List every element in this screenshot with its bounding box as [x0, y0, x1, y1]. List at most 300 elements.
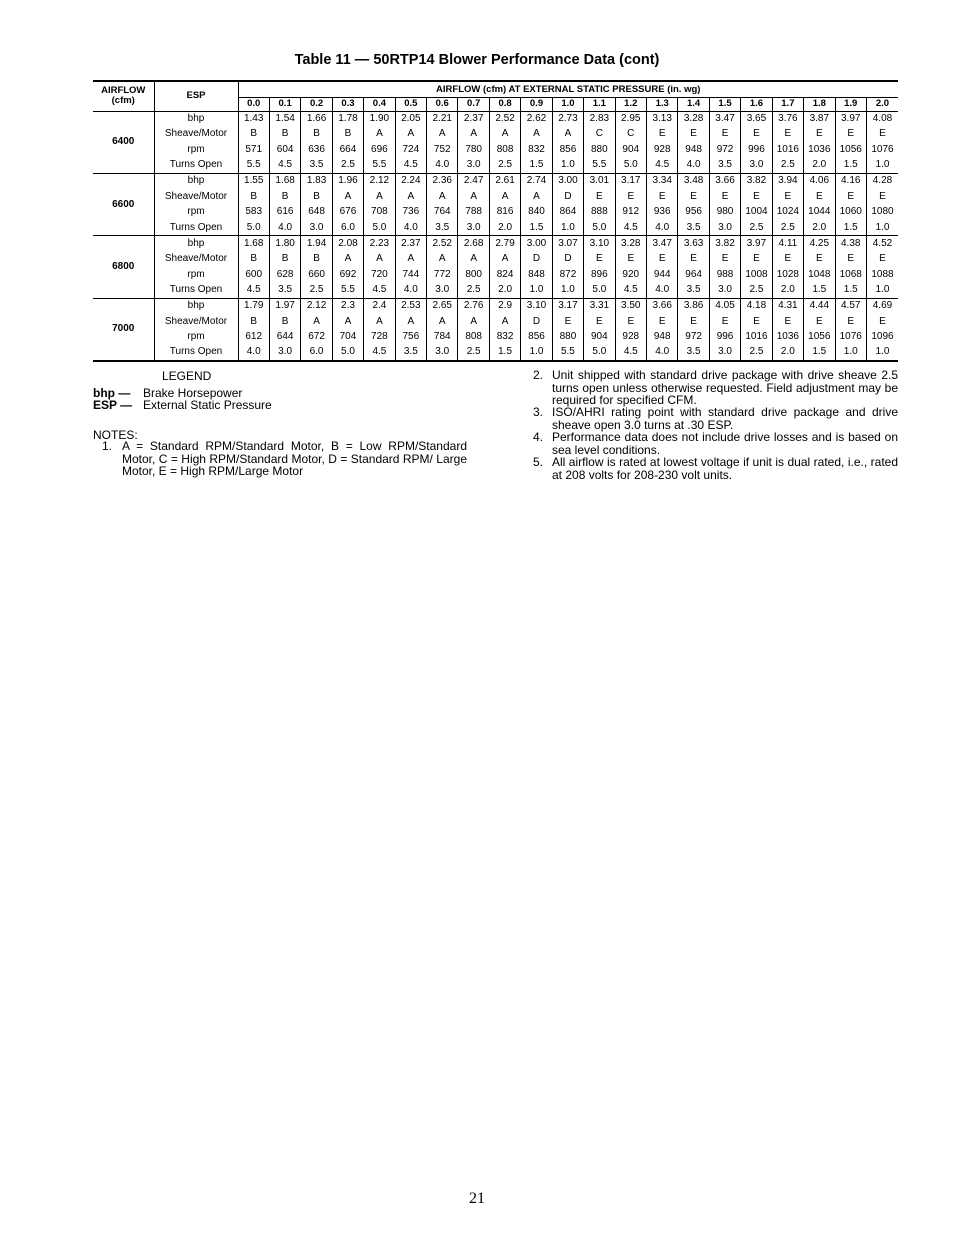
- data-cell: 2.52: [427, 236, 458, 252]
- data-cell: 1036: [772, 329, 803, 345]
- table-row: [93, 220, 898, 236]
- data-cell: 4.5: [364, 345, 395, 361]
- data-cell: E: [741, 314, 772, 330]
- data-cell: 4.0: [427, 158, 458, 174]
- pressure-span-header: AIRFLOW (cfm) AT EXTERNAL STATIC PRESSURE (in. wg): [238, 81, 898, 97]
- data-cell: A: [364, 189, 395, 205]
- data-cell: 2.5: [741, 345, 772, 361]
- data-cell: 1048: [804, 267, 835, 283]
- data-cell: 2.76: [458, 298, 489, 314]
- row-label: bhp: [154, 298, 238, 314]
- data-cell: 2.9: [489, 298, 520, 314]
- data-cell: B: [238, 251, 269, 267]
- data-cell: A: [427, 189, 458, 205]
- note-5: [533, 456, 898, 481]
- data-cell: 800: [458, 267, 489, 283]
- data-cell: 972: [709, 142, 740, 158]
- data-cell: 4.38: [835, 236, 866, 252]
- data-cell: E: [678, 251, 709, 267]
- data-cell: 3.97: [835, 111, 866, 127]
- data-cell: 2.5: [741, 283, 772, 299]
- data-cell: 628: [269, 267, 300, 283]
- note-number: 1.: [102, 439, 113, 453]
- data-cell: 2.36: [427, 173, 458, 189]
- data-cell: 6.0: [301, 345, 332, 361]
- pressure-header-cell: 0.6: [427, 97, 458, 111]
- data-cell: 3.65: [741, 111, 772, 127]
- data-cell: 583: [238, 205, 269, 221]
- data-cell: 676: [332, 205, 363, 221]
- data-cell: 3.0: [709, 283, 740, 299]
- airflow-value: 7000: [93, 298, 154, 360]
- data-cell: 616: [269, 205, 300, 221]
- data-cell: E: [804, 127, 835, 143]
- data-cell: 5.5: [584, 158, 615, 174]
- data-cell: 756: [395, 329, 426, 345]
- data-cell: E: [804, 314, 835, 330]
- data-cell: E: [879, 253, 886, 265]
- legend-text: Brake Horsepower: [143, 386, 243, 400]
- data-cell: 692: [332, 267, 363, 283]
- row-label: Turns Open: [154, 345, 238, 361]
- data-cell: E: [615, 251, 646, 267]
- data-cell: 5.0: [332, 345, 363, 361]
- note-text: ISO/AHRI rating point with standard drive package and drive sheave open 3.0 turns at .30 ESP.: [552, 405, 898, 432]
- data-cell: 724: [395, 142, 426, 158]
- data-cell: 856: [521, 329, 552, 345]
- data-cell: 2.3: [332, 298, 363, 314]
- data-cell: 1.96: [332, 173, 363, 189]
- data-cell: A: [489, 251, 520, 267]
- data-cell: B: [269, 127, 300, 143]
- data-cell: 832: [489, 329, 520, 345]
- data-cell: E: [741, 251, 772, 267]
- data-cell: E: [646, 314, 677, 330]
- table-row: [93, 158, 898, 174]
- row-label: bhp: [154, 236, 238, 252]
- data-cell: 4.5: [269, 158, 300, 174]
- data-cell: 3.10: [521, 298, 552, 314]
- data-cell: 1016: [772, 142, 803, 158]
- data-cell: B: [301, 127, 332, 143]
- table-row: [93, 111, 898, 127]
- data-cell: 3.28: [678, 111, 709, 127]
- pressure-header-cell: 0.5: [395, 97, 426, 111]
- data-cell: 4.25: [804, 236, 835, 252]
- data-cell: A: [521, 127, 552, 143]
- data-cell: 2.74: [521, 173, 552, 189]
- data-cell: 896: [584, 267, 615, 283]
- table-row: [93, 345, 898, 361]
- data-cell: 4.5: [395, 158, 426, 174]
- data-cell: 696: [364, 142, 395, 158]
- row-label: Turns Open: [154, 283, 238, 299]
- data-cell: 3.5: [709, 158, 740, 174]
- data-cell: 1.66: [301, 111, 332, 127]
- data-cell: E: [552, 314, 583, 330]
- data-cell: 2.5: [458, 283, 489, 299]
- airflow-header-line2: (cfm): [111, 95, 135, 107]
- data-cell: 1.5: [804, 345, 835, 361]
- data-cell: 752: [427, 142, 458, 158]
- data-cell: A: [489, 189, 520, 205]
- data-cell: E: [646, 251, 677, 267]
- pressure-header-cell: 1.1: [584, 97, 615, 111]
- data-cell: 2.95: [615, 111, 646, 127]
- data-cell: 664: [332, 142, 363, 158]
- data-cell: 904: [584, 329, 615, 345]
- pressure-header-cell: 0.0: [238, 97, 269, 111]
- data-cell: C: [584, 127, 615, 143]
- data-cell: E: [741, 189, 772, 205]
- data-cell: 5.0: [364, 220, 395, 236]
- data-cell: 1.80: [269, 236, 300, 252]
- legend-abbr: bhp —: [93, 386, 131, 400]
- airflow-column-header: [93, 81, 154, 111]
- note-number: 3.: [533, 405, 544, 419]
- data-cell: B: [238, 189, 269, 205]
- data-cell: 3.0: [427, 283, 458, 299]
- note-number: 4.: [533, 430, 544, 444]
- data-cell: 2.79: [489, 236, 520, 252]
- data-cell: 1.43: [238, 111, 269, 127]
- blower-performance-table: [93, 80, 898, 362]
- data-cell: 2.0: [489, 220, 520, 236]
- data-cell: 4.31: [772, 298, 803, 314]
- data-cell: A: [395, 189, 426, 205]
- pressure-header-cell: 0.3: [332, 97, 363, 111]
- data-cell: 1.97: [269, 298, 300, 314]
- data-cell: 2.61: [489, 173, 520, 189]
- data-cell: 3.5: [427, 220, 458, 236]
- data-cell: 2.5: [301, 283, 332, 299]
- data-cell: 4.52: [872, 237, 893, 249]
- data-cell: 872: [552, 267, 583, 283]
- note-text: All airflow is rated at lowest voltage if unit is dual rated, i.e., rated at 208 volts for 208-230 volt units.: [552, 455, 898, 482]
- data-cell: 5.0: [238, 220, 269, 236]
- data-cell: E: [584, 314, 615, 330]
- data-cell: 2.5: [458, 345, 489, 361]
- data-cell: E: [772, 189, 803, 205]
- data-cell: A: [427, 251, 458, 267]
- data-cell: E: [709, 189, 740, 205]
- data-cell: 1004: [741, 205, 772, 221]
- data-cell: A: [489, 314, 520, 330]
- data-cell: 3.0: [741, 158, 772, 174]
- data-cell: 3.28: [615, 236, 646, 252]
- data-cell: 1.0: [552, 158, 583, 174]
- data-cell: 3.0: [301, 220, 332, 236]
- data-cell: A: [301, 314, 332, 330]
- data-cell: 1044: [804, 205, 835, 221]
- data-cell: B: [269, 314, 300, 330]
- data-cell: 4.16: [835, 173, 866, 189]
- data-cell: D: [521, 314, 552, 330]
- data-cell: 2.62: [521, 111, 552, 127]
- data-cell: 600: [238, 267, 269, 283]
- pressure-header-cell: 0.4: [364, 97, 395, 111]
- data-cell: 1056: [835, 142, 866, 158]
- data-cell: 1.5: [835, 283, 866, 299]
- data-cell: 780: [458, 142, 489, 158]
- data-cell: 4.0: [678, 158, 709, 174]
- data-cell: B: [301, 189, 332, 205]
- data-cell: 2.0: [804, 158, 835, 174]
- pressure-header-cell: 0.9: [521, 97, 552, 111]
- note-3: [533, 406, 898, 431]
- data-cell: 6.0: [332, 220, 363, 236]
- row-label: Sheave/Motor: [154, 189, 238, 205]
- data-cell: 736: [395, 205, 426, 221]
- data-cell: 3.0: [427, 345, 458, 361]
- data-cell: 5.5: [552, 345, 583, 361]
- data-cell: 4.0: [238, 345, 269, 361]
- data-cell: 1076: [835, 329, 866, 345]
- data-cell: 5.5: [364, 158, 395, 174]
- pressure-header-cell: 1.7: [772, 97, 803, 111]
- data-cell: 1.55: [238, 173, 269, 189]
- data-cell: 1024: [772, 205, 803, 221]
- data-cell: 1.0: [866, 345, 898, 361]
- data-cell: 4.0: [646, 345, 677, 361]
- note-text: Performance data does not include drive losses and is based on sea level conditions.: [552, 430, 898, 457]
- data-cell: 2.37: [395, 236, 426, 252]
- data-cell: 1.0: [552, 220, 583, 236]
- data-cell: E: [804, 189, 835, 205]
- data-cell: 3.76: [772, 111, 803, 127]
- data-cell: E: [879, 128, 886, 140]
- data-cell: E: [772, 314, 803, 330]
- data-cell: 4.18: [741, 298, 772, 314]
- data-cell: 856: [552, 142, 583, 158]
- data-cell: A: [489, 127, 520, 143]
- data-cell: A: [364, 127, 395, 143]
- data-cell: 2.0: [489, 283, 520, 299]
- data-cell: 2.21: [427, 111, 458, 127]
- note-number: 2.: [533, 368, 544, 382]
- data-cell: E: [646, 127, 677, 143]
- data-cell: 848: [521, 267, 552, 283]
- data-cell: 4.5: [238, 283, 269, 299]
- data-cell: 964: [678, 267, 709, 283]
- table-row: [93, 189, 898, 205]
- data-cell: A: [427, 314, 458, 330]
- pressure-header-cell: 1.3: [646, 97, 677, 111]
- page-number: 21: [469, 1190, 485, 1207]
- data-cell: 728: [364, 329, 395, 345]
- data-cell: 3.00: [521, 236, 552, 252]
- data-cell: 2.5: [332, 158, 363, 174]
- airflow-header-line1: AIRFLOW: [101, 84, 146, 96]
- data-cell: A: [395, 314, 426, 330]
- data-cell: 1.5: [521, 158, 552, 174]
- data-cell: 1.5: [804, 283, 835, 299]
- data-cell: 816: [489, 205, 520, 221]
- data-cell: 1056: [804, 329, 835, 345]
- data-cell: 944: [646, 267, 677, 283]
- note-1: [102, 440, 467, 478]
- data-cell: 972: [678, 329, 709, 345]
- data-cell: A: [332, 251, 363, 267]
- data-cell: 2.23: [364, 236, 395, 252]
- data-cell: 2.05: [395, 111, 426, 127]
- data-cell: 5.5: [332, 283, 363, 299]
- data-cell: 1028: [772, 267, 803, 283]
- data-cell: 880: [584, 142, 615, 158]
- data-cell: 648: [301, 205, 332, 221]
- row-label: bhp: [154, 111, 238, 127]
- data-cell: 3.94: [772, 173, 803, 189]
- pressure-header-cell: 1.9: [835, 97, 866, 111]
- data-cell: A: [332, 189, 363, 205]
- data-cell: 3.0: [269, 345, 300, 361]
- data-cell: 904: [615, 142, 646, 158]
- data-cell: 784: [427, 329, 458, 345]
- data-cell: A: [458, 127, 489, 143]
- data-cell: 4.28: [872, 175, 893, 187]
- data-cell: 4.0: [269, 220, 300, 236]
- data-cell: 3.86: [678, 298, 709, 314]
- data-cell: E: [584, 189, 615, 205]
- data-cell: D: [552, 189, 583, 205]
- data-cell: 5.0: [584, 220, 615, 236]
- note-2: [533, 369, 898, 407]
- data-cell: 3.5: [678, 220, 709, 236]
- data-cell: 832: [521, 142, 552, 158]
- data-cell: 3.5: [301, 158, 332, 174]
- data-cell: 2.08: [332, 236, 363, 252]
- data-cell: 4.5: [646, 158, 677, 174]
- data-cell: 1.5: [521, 220, 552, 236]
- data-cell: E: [879, 315, 886, 327]
- data-cell: 912: [615, 205, 646, 221]
- data-cell: A: [395, 127, 426, 143]
- pressure-header-cell: 1.2: [615, 97, 646, 111]
- data-cell: E: [678, 189, 709, 205]
- data-cell: 3.13: [646, 111, 677, 127]
- data-cell: B: [269, 189, 300, 205]
- data-cell: 1060: [835, 205, 866, 221]
- data-cell: 1.79: [238, 298, 269, 314]
- data-cell: 3.31: [584, 298, 615, 314]
- data-cell: 1008: [741, 267, 772, 283]
- data-cell: 3.17: [552, 298, 583, 314]
- data-cell: A: [427, 127, 458, 143]
- table-body: [93, 111, 898, 361]
- data-cell: D: [552, 251, 583, 267]
- data-cell: 2.4: [364, 298, 395, 314]
- data-cell: 3.17: [615, 173, 646, 189]
- data-cell: E: [678, 314, 709, 330]
- table-title: Table 11 — 50RTP14 Blower Performance Data (cont): [294, 52, 660, 68]
- data-cell: 3.97: [741, 236, 772, 252]
- data-cell: 4.05: [709, 298, 740, 314]
- data-cell: 2.52: [489, 111, 520, 127]
- data-cell: 2.37: [458, 111, 489, 127]
- data-cell: 3.47: [709, 111, 740, 127]
- pressure-header-cell: 2.0: [866, 97, 898, 111]
- data-cell: 1016: [741, 329, 772, 345]
- data-cell: 3.5: [395, 345, 426, 361]
- data-cell: E: [584, 251, 615, 267]
- pressure-header-cell: 1.8: [804, 97, 835, 111]
- row-label: rpm: [154, 142, 238, 158]
- data-cell: 5.0: [584, 283, 615, 299]
- data-cell: 3.5: [678, 345, 709, 361]
- data-cell: B: [238, 127, 269, 143]
- data-cell: E: [772, 127, 803, 143]
- data-cell: 4.57: [835, 298, 866, 314]
- data-cell: 2.68: [458, 236, 489, 252]
- data-cell: A: [458, 314, 489, 330]
- data-cell: 3.00: [552, 173, 583, 189]
- data-cell: 2.24: [395, 173, 426, 189]
- data-cell: 3.34: [646, 173, 677, 189]
- data-cell: 840: [521, 205, 552, 221]
- data-cell: 1080: [871, 206, 894, 218]
- data-cell: 3.5: [269, 283, 300, 299]
- data-cell: 612: [238, 329, 269, 345]
- data-cell: 4.5: [615, 345, 646, 361]
- data-cell: E: [741, 127, 772, 143]
- data-cell: 4.5: [615, 283, 646, 299]
- data-cell: 604: [269, 142, 300, 158]
- data-cell: 2.53: [395, 298, 426, 314]
- data-cell: B: [269, 251, 300, 267]
- data-cell: A: [332, 314, 363, 330]
- data-cell: 764: [427, 205, 458, 221]
- data-cell: 948: [646, 329, 677, 345]
- data-cell: 3.10: [584, 236, 615, 252]
- data-cell: 880: [552, 329, 583, 345]
- row-label: Turns Open: [154, 220, 238, 236]
- row-label: Sheave/Motor: [154, 251, 238, 267]
- data-cell: 2.47: [458, 173, 489, 189]
- data-cell: 720: [364, 267, 395, 283]
- data-cell: E: [835, 314, 866, 330]
- data-cell: 4.0: [395, 283, 426, 299]
- data-cell: 3.66: [709, 173, 740, 189]
- table-row: [93, 314, 898, 330]
- row-label: Sheave/Motor: [154, 127, 238, 143]
- data-cell: 1.68: [269, 173, 300, 189]
- row-label: bhp: [154, 173, 238, 189]
- row-label: rpm: [154, 205, 238, 221]
- data-cell: E: [835, 127, 866, 143]
- notes-title: NOTES:: [93, 428, 138, 442]
- data-cell: 2.65: [427, 298, 458, 314]
- data-cell: 1076: [871, 143, 894, 155]
- data-cell: 2.73: [552, 111, 583, 127]
- data-cell: 2.5: [489, 158, 520, 174]
- table-row: [93, 205, 898, 221]
- pressure-header-cell: 1.0: [552, 97, 583, 111]
- pressure-header-cell: 1.4: [678, 97, 709, 111]
- table-row: [93, 142, 898, 158]
- data-cell: 996: [709, 329, 740, 345]
- data-cell: E: [879, 190, 886, 202]
- data-cell: E: [804, 251, 835, 267]
- data-cell: E: [709, 127, 740, 143]
- data-cell: 980: [709, 205, 740, 221]
- data-cell: 1.0: [521, 283, 552, 299]
- data-cell: 988: [709, 267, 740, 283]
- row-label: rpm: [154, 267, 238, 283]
- pressure-header-cell: 0.7: [458, 97, 489, 111]
- data-cell: 3.0: [709, 345, 740, 361]
- data-cell: 744: [395, 267, 426, 283]
- data-cell: E: [709, 314, 740, 330]
